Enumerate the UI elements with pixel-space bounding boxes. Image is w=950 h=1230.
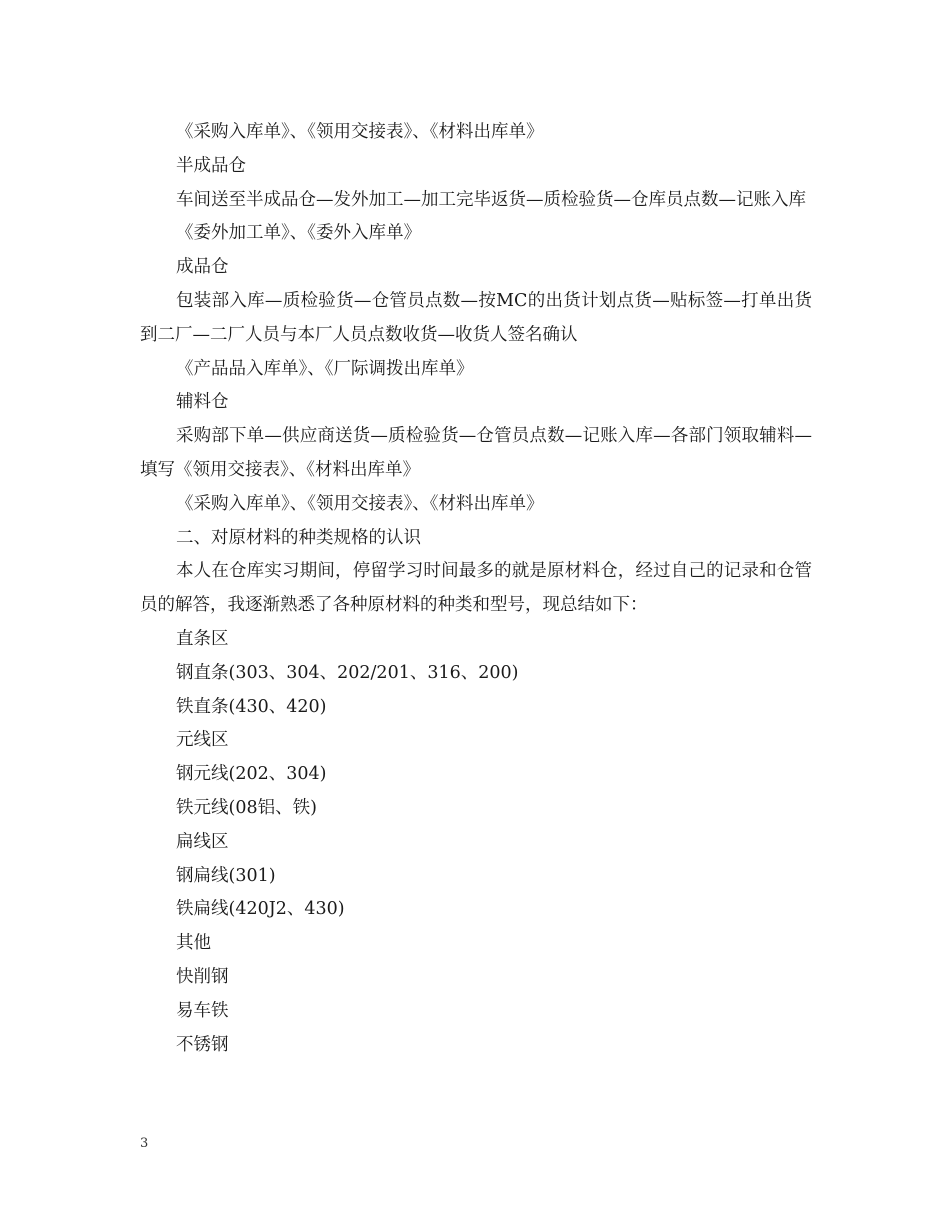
paragraph: 钢元线(202、304) <box>176 764 327 785</box>
paragraph: 辅料仓 <box>176 392 229 413</box>
paragraph: 元线区 <box>176 730 229 751</box>
paragraph: 钢直条(303、304、202/201、316、200) <box>176 662 519 683</box>
paragraph: 半成品仓 <box>176 155 246 176</box>
page-number: 3 <box>140 1136 149 1151</box>
paragraph: 《采购入库单》、《领用交接表》、《材料出库单》 <box>176 122 544 142</box>
section-heading: 二、对原材料的种类规格的认识 <box>176 527 421 548</box>
paragraph: 其他 <box>176 933 211 954</box>
paragraph: 采购部下单—供应商送货—质检验货—仓管员点数—记账入库—各部门领取辅料—填写《领用交接表》、《材料出库单》 <box>140 426 812 480</box>
paragraph: 成品仓 <box>176 257 229 278</box>
paragraph: 铁直条(430、420) <box>176 696 327 717</box>
paragraph: 直条区 <box>176 628 229 649</box>
paragraph: 快削钢 <box>176 966 229 987</box>
paragraph: 钢扁线(301) <box>176 865 276 886</box>
paragraph: 易车铁 <box>176 1000 229 1021</box>
paragraph: 《委外加工单》、《委外入库单》 <box>176 223 421 244</box>
paragraph: 车间送至半成品仓—发外加工—加工完毕返货—质检验货—仓库员点数—记账入库 <box>176 189 806 210</box>
paragraph: 本人在仓库实习期间，停留学习时间最多的就是原材料仓，经过自己的记录和仓管员的解答，我逐渐熟悉了各种原材料的种类和型号，现总结如下： <box>140 561 812 616</box>
paragraph: 铁元线(08铝、铁) <box>176 797 317 818</box>
paragraph: 铁扁线(420J2、430) <box>176 899 345 920</box>
paragraph: 扁线区 <box>176 831 229 852</box>
paragraph: 《产品品入库单》、《厂际调拨出库单》 <box>176 358 474 379</box>
paragraph: 包装部入库—质检验货—仓管员点数—按MC的出货计划点货—贴标签—打单出货到二厂—二厂人员与本厂人员点数收货—收货人签名确认 <box>140 290 812 345</box>
document-body <box>140 116 812 1062</box>
paragraph: 不锈钢 <box>176 1034 229 1055</box>
paragraph: 《采购入库单》、《领用交接表》、《材料出库单》 <box>176 493 544 514</box>
